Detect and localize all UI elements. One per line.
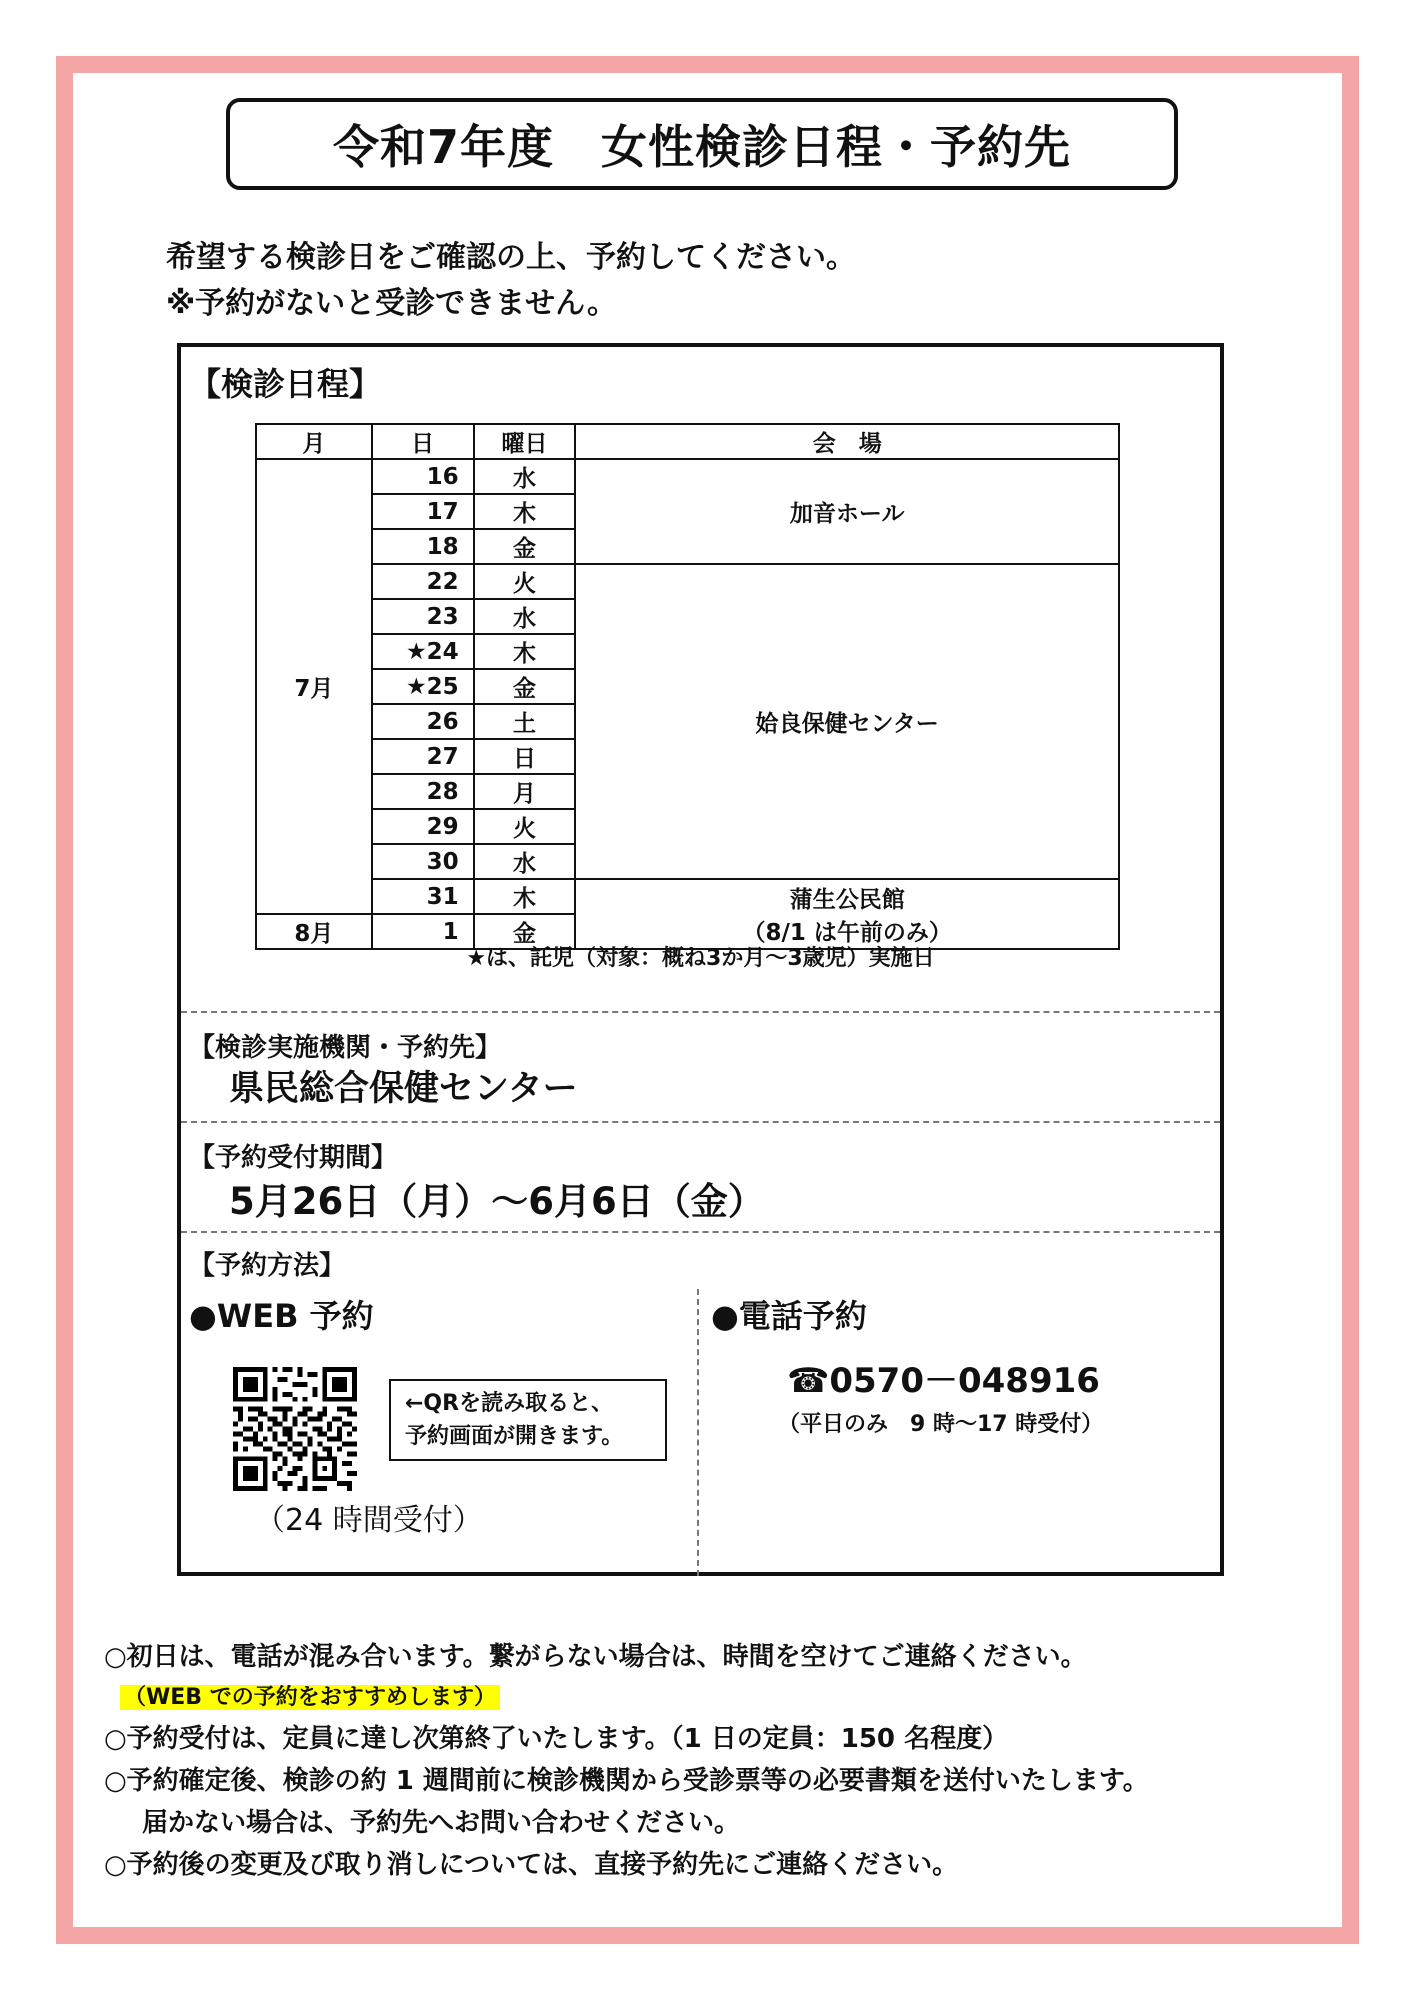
header-day: 日: [372, 424, 474, 459]
header-month: 月: [256, 424, 372, 459]
header-venue: 会 場: [575, 424, 1119, 459]
weekday-cell: 木: [474, 879, 576, 914]
month-july: 7月: [256, 459, 372, 914]
venue-name: 蒲生公民館: [789, 887, 905, 913]
weekday-cell: 金: [474, 914, 576, 949]
day-cell: 26: [372, 704, 474, 739]
note-documents: ○予約確定後、検診の約 1 週間前に検診機関から受診票等の必要書類を送付いたします。: [104, 1766, 1149, 1796]
qr-hint-box: [389, 1379, 667, 1461]
method-divider: [697, 1289, 699, 1576]
weekday-cell: 金: [474, 669, 576, 704]
institution-name: 県民総合保健センター: [229, 1069, 578, 1109]
qr-code-icon: [233, 1367, 357, 1491]
venue-note: （8/1 は午前のみ）: [742, 920, 952, 946]
info-box: [177, 343, 1224, 1576]
childcare-note: ★は、託児（対象：概ね3か月～3歳児）実施日: [466, 946, 935, 971]
phone-reservation-heading: ●電話予約: [711, 1297, 867, 1335]
period-value: 5月26日（月）～6月6日（金）: [229, 1180, 765, 1223]
day-cell: 17: [372, 494, 474, 529]
day-cell: 22: [372, 564, 474, 599]
page-title: [226, 98, 1178, 190]
weekday-cell: 水: [474, 844, 576, 879]
note-first-day: ○初日は、電話が混み合います。繋がらない場合は、時間を空けてご連絡ください。: [104, 1642, 1087, 1672]
day-cell: 16: [372, 459, 474, 494]
section-divider: [181, 1231, 1220, 1233]
weekday-cell: 日: [474, 739, 576, 774]
weekday-cell: 月: [474, 774, 576, 809]
weekday-cell: 火: [474, 564, 576, 599]
table-row: [256, 879, 1119, 914]
weekday-cell: 土: [474, 704, 576, 739]
weekday-cell: 火: [474, 809, 576, 844]
weekday-cell: 水: [474, 599, 576, 634]
qr-hint-line-2: 予約画面が開きます。: [405, 1424, 624, 1449]
day-cell: ★25: [372, 669, 474, 704]
note-changes: ○予約後の変更及び取り消しについては、直接予約先にご連絡ください。: [104, 1850, 959, 1880]
note-documents-sub: 届かない場合は、予約先へお問い合わせください。: [142, 1808, 741, 1838]
day-cell: 30: [372, 844, 474, 879]
day-cell: 18: [372, 529, 474, 564]
weekday-cell: 金: [474, 529, 576, 564]
venue-kanon-hall: 加音ホール: [575, 459, 1119, 564]
weekday-cell: 木: [474, 494, 576, 529]
table-row: [256, 564, 1119, 599]
venue-kamo-community-hall: [575, 879, 1119, 949]
day-cell: ★24: [372, 634, 474, 669]
weekday-cell: 水: [474, 459, 576, 494]
note-capacity: ○予約受付は、定員に達し次第終了いたします。（1 日の定員：150 名程度）: [104, 1724, 1009, 1754]
month-august: 8月: [256, 914, 372, 949]
qr-hint-line-1: ←QRを読み取ると、: [405, 1391, 614, 1416]
day-cell: 28: [372, 774, 474, 809]
section-divider: [181, 1121, 1220, 1123]
phone-number[interactable]: ☎0570－048916: [787, 1361, 1100, 1401]
intro-line-2: ※予約がないと受診できません。: [166, 286, 617, 321]
web-hours: （24 時間受付）: [255, 1503, 483, 1538]
header-weekday: 曜日: [474, 424, 576, 459]
qr-code[interactable]: [233, 1367, 357, 1491]
phone-hours: （平日のみ 9 時～17 時受付）: [778, 1412, 1104, 1437]
web-recommended-highlight: （WEB での予約をおすすめします）: [120, 1685, 500, 1710]
web-reservation-heading: ●WEB 予約: [189, 1297, 374, 1335]
schedule-table: [255, 423, 1120, 950]
period-heading: 【予約受付期間】: [189, 1143, 398, 1173]
intro-line-1: 希望する検診日をご確認の上、予約してください。: [166, 240, 856, 275]
table-header-row: [256, 424, 1119, 459]
day-cell: 31: [372, 879, 474, 914]
schedule-heading: 【検診日程】: [189, 365, 382, 403]
note-web-recommended: [120, 1680, 500, 1711]
day-cell: 1: [372, 914, 474, 949]
institution-heading: 【検診実施機関・予約先】: [189, 1033, 502, 1063]
day-cell: 27: [372, 739, 474, 774]
method-heading: 【予約方法】: [189, 1251, 346, 1281]
venue-aira-health-center: 姶良保健センター: [575, 564, 1119, 879]
weekday-cell: 木: [474, 634, 576, 669]
section-divider: [181, 1011, 1220, 1013]
day-cell: 29: [372, 809, 474, 844]
table-row: [256, 459, 1119, 494]
day-cell: 23: [372, 599, 474, 634]
page-title-text: 令和7年度 女性検診日程・予約先: [332, 120, 1071, 174]
